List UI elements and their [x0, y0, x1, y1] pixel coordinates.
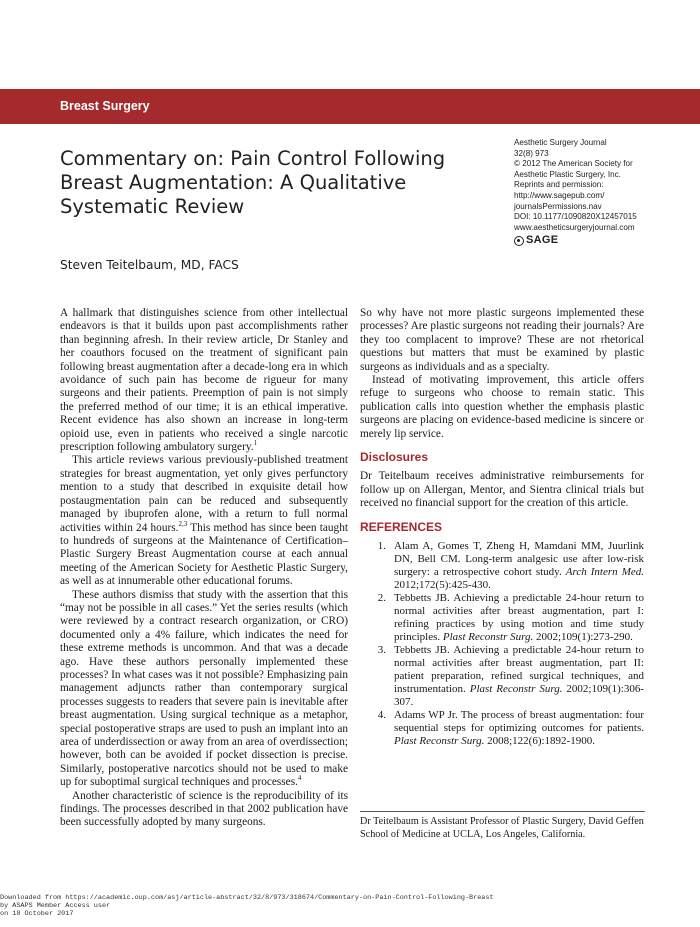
reference-item: [360, 644, 644, 709]
footnote-divider: [360, 811, 645, 812]
reference-text: Tebbetts JB. Achieving a predictable 24-hour return to normal activities after breast augmentation, part II: patient preparation, refined surgical techniques, and instrumentation. Plast Reconstr Surg. 2002;109(1):306-307.: [394, 644, 644, 709]
permissions-url[interactable]: http://www.sagepub.com/: [514, 190, 605, 200]
reprints-label: Reprints and permission:: [514, 180, 604, 190]
left-column: [60, 307, 348, 830]
paragraph: Another characteristic of science is the reproducibility of its findings. The processes described in that 2002 publication have been successfully adopted by many surgeons.: [60, 789, 348, 829]
reference-number: 1.: [377, 540, 386, 553]
paragraph: These authors dismiss that study with the assertion that this “may not be possible in all cases.” Yet the series results (which were reviewed by a contract research organization, or CRO) documented only a 4% failure, which indicates the need for these extreme methods is uncommon. And that was a decade ago. Have these authors personally implemented these processes? In what cases was it not possible? Emphasizing pain management adjuncts rather than contemporary surgical processes suggests to readers that severe pain is inevitable after breast augmentation. Using surgical technique as a metaphor, special postoperative straps are used to push an implant into an area of underdissection or away from an area of overdissection; however, both can be avoided if pocket dissection is precise. Similarly, postoperative narcotics should not be used to make up for suboptimal surgical techniques and processes.$^4$: [60, 588, 348, 789]
disclosures-text: Dr Teitelbaum receives administrative reimbursements for follow up on Allergan, Mentor, and Sientra clinical trials but received no financial support for the creation of this article.: [360, 470, 644, 510]
paragraph: Instead of motivating improvement, this article offers refuge to surgeons who choose to remain static. This publication calls into question whether the emphasis plastic surgeons are placing on evidence-based medicine is sincere or merely lip service.: [360, 374, 644, 440]
journal-volume: 32(8) 973: [514, 148, 549, 158]
references-heading: REFERENCES: [360, 519, 443, 534]
citation-ref[interactable]: 2,3: [178, 519, 188, 528]
citation-ref[interactable]: 4: [297, 774, 302, 783]
reference-item: [360, 592, 644, 644]
right-column: [360, 307, 644, 748]
paragraph: A hallmark that distinguishes science from other intellectual endeavors is that it builds upon past accomplishments rather than beginning afresh. In their review article, Dr Stanley and her coauthors focused on the treatment of significant pain following breast augmentation after a decade-long era in which avoidance of such pain has become de rigueur for many surgeons and their patients. Preemption of pain is not simply the preferred method of our time; it is an ethical imperative. Recent evidence has also shown an increase in long-term opioid use, even in patients who received a single narcotic prescription following ambulatory surgery.$^1$: [60, 307, 348, 454]
reference-number: 3.: [377, 644, 386, 657]
reference-item: [360, 709, 644, 748]
author-name: Steven Teitelbaum, MD, FACS: [60, 258, 239, 272]
article-title: Commentary on: Pain Control Following Breast Augmentation: A Qualitative Systematic Review: [60, 147, 446, 218]
journal-name: Aesthetic Surgery Journal: [514, 138, 607, 147]
author-affiliation-footnote: Dr Teitelbaum is Assistant Professor of Plastic Surgery, David Geffen School of Medicine at UCLA, Los Angeles, California.: [360, 816, 644, 840]
sage-logo-icon: [514, 236, 524, 246]
download-source-url[interactable]: Downloaded from https://academic.oup.com/asj/article-abstract/32/8/973/318674/Commentary-on-Pain-Control-Following-Breast: [0, 894, 494, 902]
reference-text: Alam A, Gomes T, Zheng H, Mamdani MM, Juurlink DN, Bell CM. Long-term analgesic use after low-risk surgery: a retrospective cohort study. Arch Intern Med. 2012;172(5):425-430.: [394, 540, 644, 592]
journal-info: [514, 138, 694, 246]
download-date: on 18 October 2017: [0, 909, 74, 918]
citation-ref[interactable]: 1: [253, 439, 258, 448]
reference-list: [360, 540, 644, 748]
copyright-line: © 2012 The American Society for: [514, 159, 633, 169]
publisher-logo-text: SAGE: [526, 234, 559, 247]
reference-text: Tebbetts JB. Achieving a predictable 24-hour return to normal activities after breast augmentation, part I: refining practices by using motion and time study principles. Plast Reconstr Surg. 2002;109(1):273-290.: [394, 592, 644, 644]
reference-number: 2.: [377, 592, 386, 605]
doi: DOI: 10.1177/1090820X12457015: [514, 212, 637, 222]
journal-website[interactable]: www.aestheticsurgeryjournal.com: [514, 222, 635, 232]
download-user: by ASAPS Member Access user: [0, 901, 111, 910]
publisher-logo: [514, 235, 694, 246]
section-label: Breast Surgery: [60, 99, 150, 113]
reference-text: Adams WP Jr. The process of breast augmentation: four sequential steps for optimizing outcomes for patients. Plast Reconstr Surg. 2008;122(6):1892-1900.: [394, 709, 644, 748]
disclosures-heading: Disclosures: [360, 450, 429, 465]
paragraph: This article reviews various previously-published treatment strategies for breast augmentation, yet only gives perfunctory mention to a study that described in exquisite detail how postaugmentation pain can be reduced and subsequently managed by ibuprofen alone, with a return to full normal activities within 24 hours.$^{2,3}$ This method has since been taught to hundreds of surgeons at the Maintenance of Certification–Plastic Surgery Breast Augmentation course at each annual meeting of the American Society for Aesthetic Plastic Surgery, as well as at innumerable other educational forums.: [60, 454, 348, 588]
copyright-holder: Aesthetic Plastic Surgery, Inc.: [514, 169, 621, 179]
reference-number: 4.: [377, 709, 386, 722]
permissions-url-path[interactable]: journalsPermissions.nav: [514, 201, 602, 211]
download-watermark: [0, 895, 600, 918]
reference-item: [360, 540, 644, 592]
paragraph: So why have not more plastic surgeons implemented these processes? Are plastic surgeons not reading their journals? Are they too complacent to improve? These are not rhetorical questions but matters that must be examined by plastic surgeons as individuals and as a specialty.: [360, 307, 644, 373]
